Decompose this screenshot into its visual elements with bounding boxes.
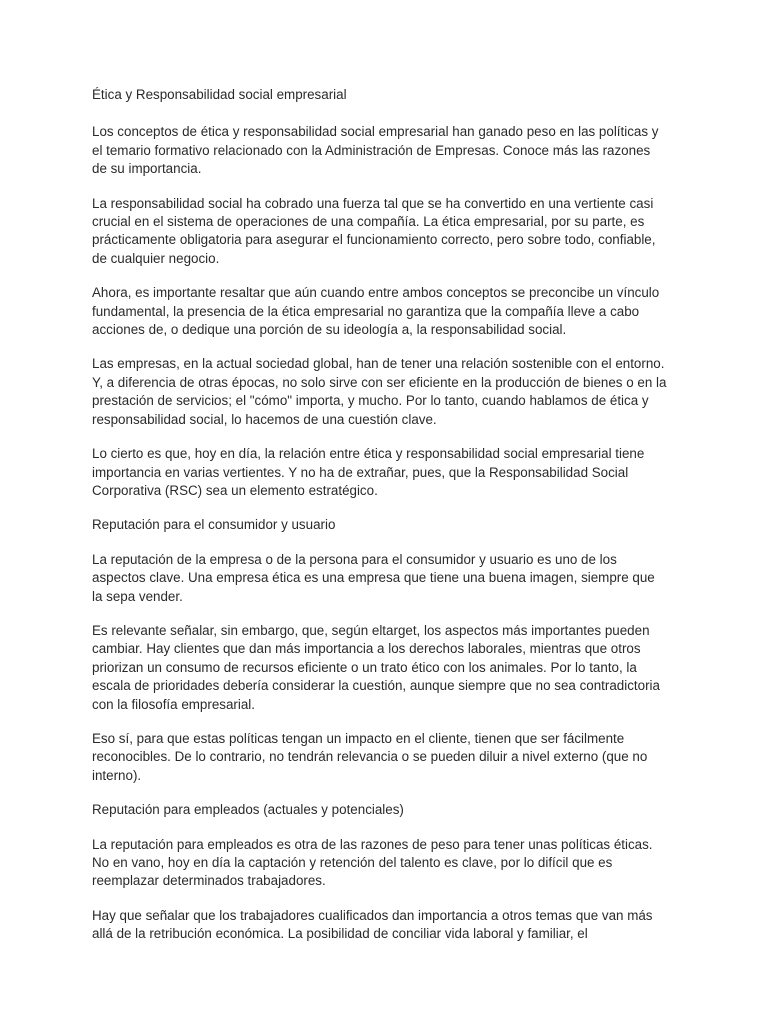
document-page bbox=[92, 86, 668, 960]
consumer-paragraph-3: Eso sí, para que estas políticas tengan un impacto en el cliente, tienen que ser fácilmente reconocibles. De lo contrario, no tendrán relevancia o se pueden diluir a nivel externo (que no interno). bbox=[92, 730, 648, 783]
consumer-paragraph-1: La reputación de la empresa o de la persona para el consumidor y usuario es uno de los aspectos clave. Una empresa ética es una empresa que tiene una buena imagen, siempre que la sepa vender. bbox=[92, 551, 655, 604]
intro-paragraph-4: Las empresas, en la actual sociedad global, han de tener una relación sostenible con el entorno. Y, a diferencia de otras épocas, no solo sirve con ser eficiente en la producción de bienes o en la prestación de servicios; el "cómo" importa, y mucho. Por lo tanto, cuando hablamos de ética y responsabilidad social, lo hacemos de una cuestión clave. bbox=[92, 356, 667, 427]
document-title: Ética y Responsabilidad social empresarial bbox=[92, 87, 347, 102]
intro-paragraph-5: Lo cierto es que, hoy en día, la relación entre ética y responsabilidad social empresarial tiene importancia en varias vertientes. Y no ha de extrañar, pues, que la Responsabilidad Social Corporativa (RSC) sea un elemento estratégico. bbox=[92, 446, 645, 498]
section-heading-consumer: Reputación para el consumidor y usuario bbox=[92, 517, 336, 533]
consumer-paragraph-2: Es relevante señalar, sin embargo, que, según eltarget, los aspectos más importantes pueden cambiar. Hay clientes que dan más importancia a los derechos laborales, mientras que otros priorizan un consumo de recursos eficiente o un trato ético con los animales. Por lo tanto, la escala de prioridades debería considerar la cuestión, aunque siempre que no sea contradictoria con la filosofía empresarial. bbox=[92, 622, 660, 712]
intro-paragraph-2: La responsabilidad social ha cobrado una fuerza tal que se ha convertido en una vertiente casi crucial en el sistema de operaciones de una compañía. La ética empresarial, por su parte, es prácticamente obligatoria para asegurar el funcionamiento correcto, pero sobre todo, confiable, de cualquier negocio. bbox=[92, 195, 656, 266]
employees-paragraph-2: Hay que señalar que los trabajadores cualificados dan importancia a otros temas que van más allá de la retribución económica. La posibilidad de conciliar vida laboral y familiar, el bbox=[92, 907, 653, 942]
intro-paragraph-3: Ahora, es importante resaltar que aún cuando entre ambos conceptos se preconcibe un vínculo fundamental, la presencia de la ética empresarial no garantiza que la compañía lleve a cabo acciones de, o dedique una porción de su ideología a, la responsabilidad social. bbox=[92, 285, 660, 338]
section-heading-employees: Reputación para empleados (actuales y potenciales) bbox=[92, 802, 404, 818]
employees-paragraph-1: La reputación para empleados es otra de las razones de peso para tener unas políticas éticas. No en vano, hoy en día la captación y retención del talento es clave, por lo difícil que es reemplazar determinados trabajadores. bbox=[92, 836, 653, 889]
intro-paragraph-1: Los conceptos de ética y responsabilidad social empresarial han ganado peso en las políticas y el temario formativo relacionado con la Administración de Empresas. Conoce más las razones de su importancia. bbox=[92, 124, 659, 177]
